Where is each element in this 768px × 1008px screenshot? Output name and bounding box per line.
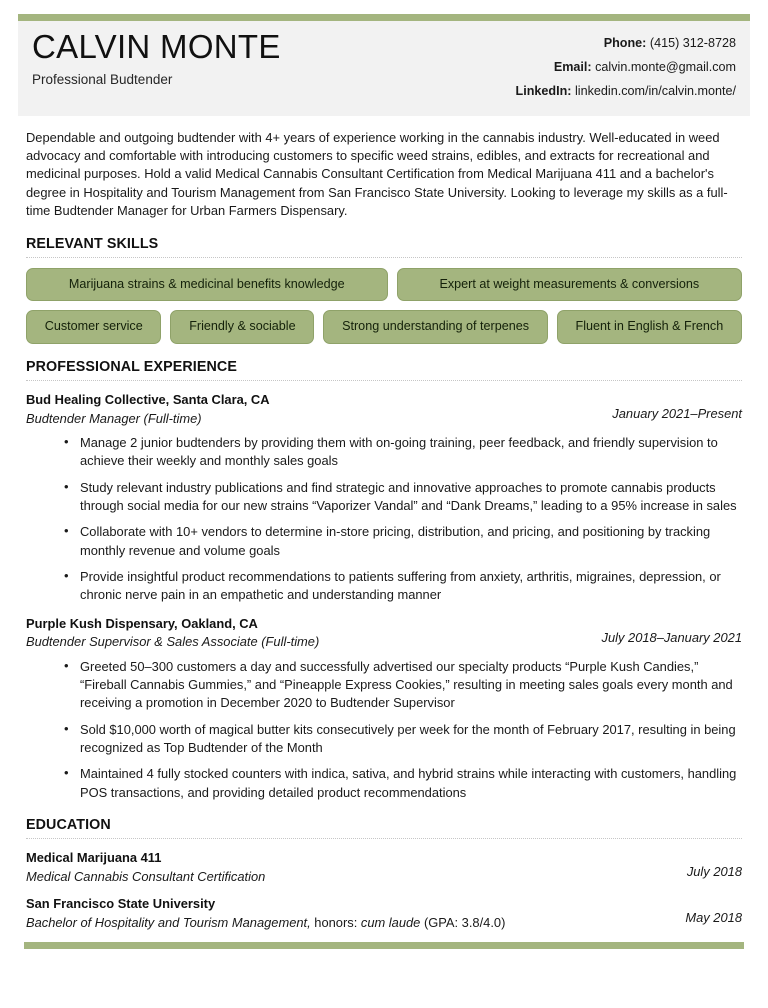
- education-entry: [26, 896, 742, 931]
- experience-entry-list: [26, 392, 742, 802]
- education-entry-header: [26, 896, 742, 931]
- education-date: July 2018: [686, 864, 742, 880]
- experience-bullet: • Collaborate with 10+ vendors to determine in-store pricing, distribution, and pricing, and positioning by tracking monthly revenue and volume goals: [64, 523, 742, 560]
- experience-entry-header: [26, 392, 742, 427]
- contact-email: [516, 55, 736, 79]
- experience-role: Budtender Supervisor & Sales Associate (Full-time): [26, 634, 320, 650]
- skill-pill: Expert at weight measurements & conversions: [397, 268, 742, 302]
- education-degree-gpa: (GPA: 3.8/4.0): [420, 914, 506, 930]
- education-degree-main: Medical Cannabis Consultant Certification: [26, 868, 266, 884]
- email-label: Email:: [553, 60, 592, 75]
- experience-entry: [26, 392, 742, 605]
- skills-row: [26, 310, 742, 344]
- contact-block: [516, 27, 736, 104]
- experience-role: Budtender Manager (Full-time): [26, 410, 202, 426]
- phone-value: (415) 312-8728: [646, 36, 736, 50]
- education-divider: [26, 838, 742, 839]
- skill-pill: Friendly & sociable: [170, 310, 314, 344]
- education-section: [26, 817, 742, 931]
- education-entry-list: [26, 850, 742, 931]
- education-section-title: EDUCATION: [26, 817, 111, 834]
- skill-pill: Customer service: [26, 310, 161, 344]
- experience-company: Purple Kush Dispensary, Oakland, CA: [26, 615, 258, 631]
- skills-section-title: RELEVANT SKILLS: [26, 235, 159, 252]
- experience-bullet: • Maintained 4 fully stocked counters with indica, sativa, and hybrid strains while interacting with customers, handling POS transactions, and providing detailed product recommendations: [64, 765, 742, 802]
- identity-block: [32, 27, 281, 88]
- experience-bullet-list: [26, 658, 742, 802]
- experience-bullet: • Manage 2 junior budtenders by providing them with on-going training, peer feedback, and friendly supervision to achieve their weekly and monthly sales goals: [64, 434, 742, 471]
- skill-pill: Marijuana strains & medicinal benefits knowledge: [26, 268, 388, 302]
- skills-divider: [26, 257, 742, 258]
- experience-entry-titles: [26, 392, 612, 427]
- header-accent-bar: [18, 14, 750, 21]
- linkedin-label: LinkedIn:: [515, 84, 572, 99]
- education-school: San Francisco State University: [26, 896, 216, 912]
- skill-pill: Fluent in English & French: [557, 310, 742, 344]
- education-entry: [26, 850, 742, 885]
- education-entry-header: [26, 850, 742, 885]
- phone-label: Phone:: [603, 36, 647, 50]
- education-entry-titles: [26, 896, 685, 931]
- education-degree-main: Bachelor of Hospitality and Tourism Management,: [26, 914, 311, 930]
- experience-section-title: PROFESSIONAL EXPERIENCE: [26, 358, 237, 375]
- experience-entry-titles: [26, 616, 602, 651]
- experience-bullet-list: [26, 434, 742, 605]
- experience-entry-header: [26, 616, 742, 651]
- experience-company: Bud Healing Collective, Santa Clara, CA: [26, 391, 270, 407]
- experience-entry: [26, 616, 742, 802]
- candidate-name: CALVIN MONTE: [32, 28, 281, 65]
- experience-divider: [26, 380, 742, 381]
- contact-linkedin: [516, 79, 736, 103]
- experience-bullet: • Greeted 50–300 customers a day and successfully advertised our specialty products “Purple Kush Candies,” “Fireball Cannabis Gummies,” and “Pineapple Express Cookies,” resulting in meeting sales goals every month and receiving a promotion in December 2020 to Budtender Supervisor: [64, 658, 742, 713]
- education-degree-honors-value: cum laude: [360, 914, 421, 930]
- experience-bullet: • Study relevant industry publications and find strategic and innovative approaches to promote cannabis products through social media for our new strains “Vaporizer Vandal” and “Dank Dreams,” leading to a 95% increase in sales: [64, 479, 742, 516]
- linkedin-value[interactable]: linkedin.com/in/calvin.monte/: [571, 84, 736, 99]
- skills-row: [26, 268, 742, 302]
- contact-phone: [516, 31, 736, 55]
- education-entry-titles: [26, 850, 687, 885]
- email-value[interactable]: calvin.monte@gmail.com: [591, 60, 736, 75]
- skills-pill-rows: [26, 268, 742, 344]
- skill-pill: Strong understanding of terpenes: [323, 310, 547, 344]
- candidate-job-title: Professional Budtender: [32, 71, 173, 87]
- resume-page: [0, 14, 768, 1008]
- experience-bullet: • Sold $10,000 worth of magical butter kits consecutively per week for the month of February 2017, resulting in being recognized as Top Budtender of the Month: [64, 721, 742, 758]
- skills-section: [26, 236, 742, 344]
- footer-accent-bar: [24, 942, 744, 949]
- experience-date: July 2018–January 2021: [601, 629, 742, 645]
- education-degree-honors-label: honors:: [310, 914, 361, 930]
- experience-section: [26, 359, 742, 802]
- education-degree: [26, 914, 673, 931]
- professional-summary: Dependable and outgoing budtender with 4+ years of experience working in the cannabis industry. Well-educated in weed advocacy and comfortable with introducing customers to specific weed strains, edibles, and extracts for recreational and medicinal purposes. Hold a valid Medical Cannabis Consultant Certification from Medical Marijuana 411 and a bachelor's degree in Hospitality and Tourism Management from San Francisco State University. Looking to leverage my skills as a full-time Budtender Manager for Urban Farmers Dispensary.: [26, 129, 728, 219]
- education-date: May 2018: [685, 910, 742, 926]
- education-school: Medical Marijuana 411: [26, 850, 162, 866]
- resume-header: [18, 14, 750, 116]
- education-degree: [26, 868, 675, 885]
- experience-date: January 2021–Present: [612, 406, 742, 422]
- experience-bullet: • Provide insightful product recommendations to patients suffering from anxiety, arthritis, migraines, depression, or chronic nerve pain in an empathetic and understanding manner: [64, 568, 742, 605]
